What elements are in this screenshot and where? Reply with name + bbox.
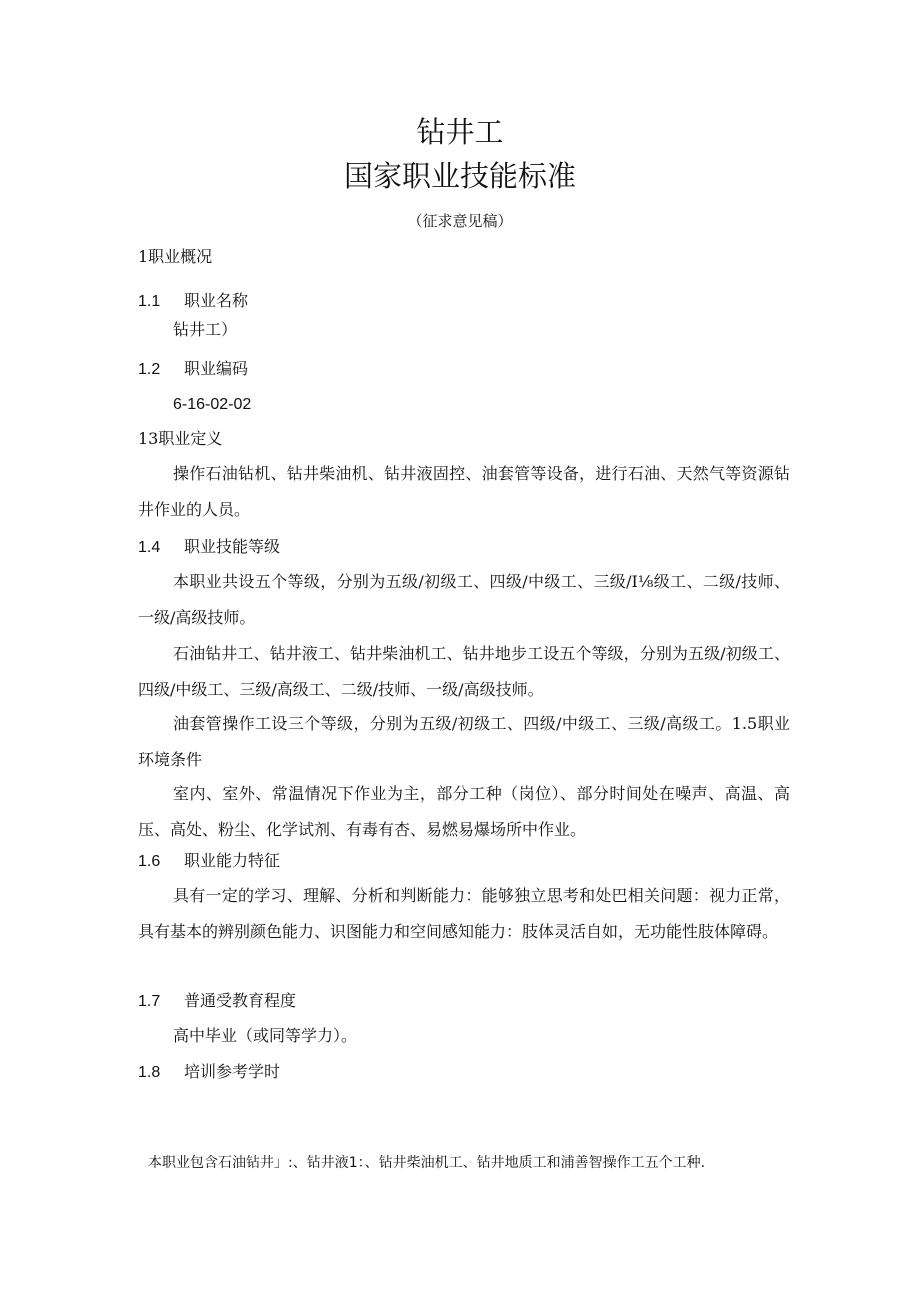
section-title: 普通受教育程度: [184, 991, 297, 1010]
section-1-6-heading: [138, 850, 280, 873]
section-1-5-body: 室内、室外、常温情况下作业为主，部分工种（岗位）、部分时间处在噪声、高温、高压、高处、粉尘、化学试剂、有毒有杏、易燃易爆场所中作业。: [138, 784, 790, 839]
section-title: 培训参考学时: [184, 1062, 281, 1081]
section-1-2-body: 6-16-02-02: [173, 396, 252, 413]
section-1-1-heading: [138, 290, 248, 313]
section-number: 1.6: [138, 853, 161, 870]
section-title: 职业名称: [184, 291, 249, 310]
section-1-7-body: 高中毕业（或同等学力）。: [173, 1026, 358, 1045]
section-1-1-body: 钻井工）: [173, 320, 238, 339]
section-1-3-body: 操作石油钻机、钻井柴油机、钻井液固控、油套管等设备，进行石油、天然气等资源钻井作业的人员。: [138, 464, 790, 519]
section-1-4-body-2: 石油钻井工、钻井液工、钻井柴油机工、钻井地步工设五个等级，分别为五级/初级工、四级/中级工、三级/高级工、二级/技师、一级/高级技师。: [138, 644, 790, 699]
section-1-4-heading: [138, 536, 280, 559]
section-title: 职业能力特征: [184, 851, 281, 870]
section-number: 1.7: [138, 993, 161, 1010]
section-1-8-heading: [138, 1061, 280, 1084]
footnote: 本职业包含石油钻井」:、钻井液1：、钻井柴油机工、钻井地质工和浦善智操作工五个工种.: [148, 1155, 706, 1171]
document-subtitle: （征求意见稿）: [407, 212, 513, 230]
section-1-6-body: 具有一定的学习、理解、分析和判断能力：能够独立思考和处巴相关问题：视力正常，具有基本的辨别颜色能力、识图能力和空间感知能力：肢体灵活自如，无功能性肢体障碍。: [138, 886, 790, 941]
section-title: 职业技能等级: [184, 537, 281, 556]
section-1-7-heading: [138, 990, 296, 1013]
section-1-2-heading: [138, 358, 248, 381]
section-number: 1.2: [138, 361, 161, 378]
section-1-3-heading: 13职业定义: [138, 429, 223, 448]
section-title: 职业编码: [184, 359, 249, 378]
section-1-4-body-3: 油套管操作工设三个等级，分别为五级/初级工、四级/中级工、三级/高级工。1.5职业环境条件: [138, 714, 790, 769]
section-number: 1.1: [138, 293, 161, 310]
section-number: 1.4: [138, 539, 161, 556]
document-title-line2: 国家职业技能标准: [343, 159, 576, 193]
document-title-line1: 钻井工: [416, 115, 504, 149]
section-1-heading: 1职业概况: [138, 247, 213, 266]
section-number: 1.8: [138, 1064, 161, 1081]
section-1-4-body-1: 本职业共设五个等级，分别为五级/初级工、四级/中级工、三级/I⅛级工、二级/技师、一级/高级技师。: [138, 572, 790, 627]
